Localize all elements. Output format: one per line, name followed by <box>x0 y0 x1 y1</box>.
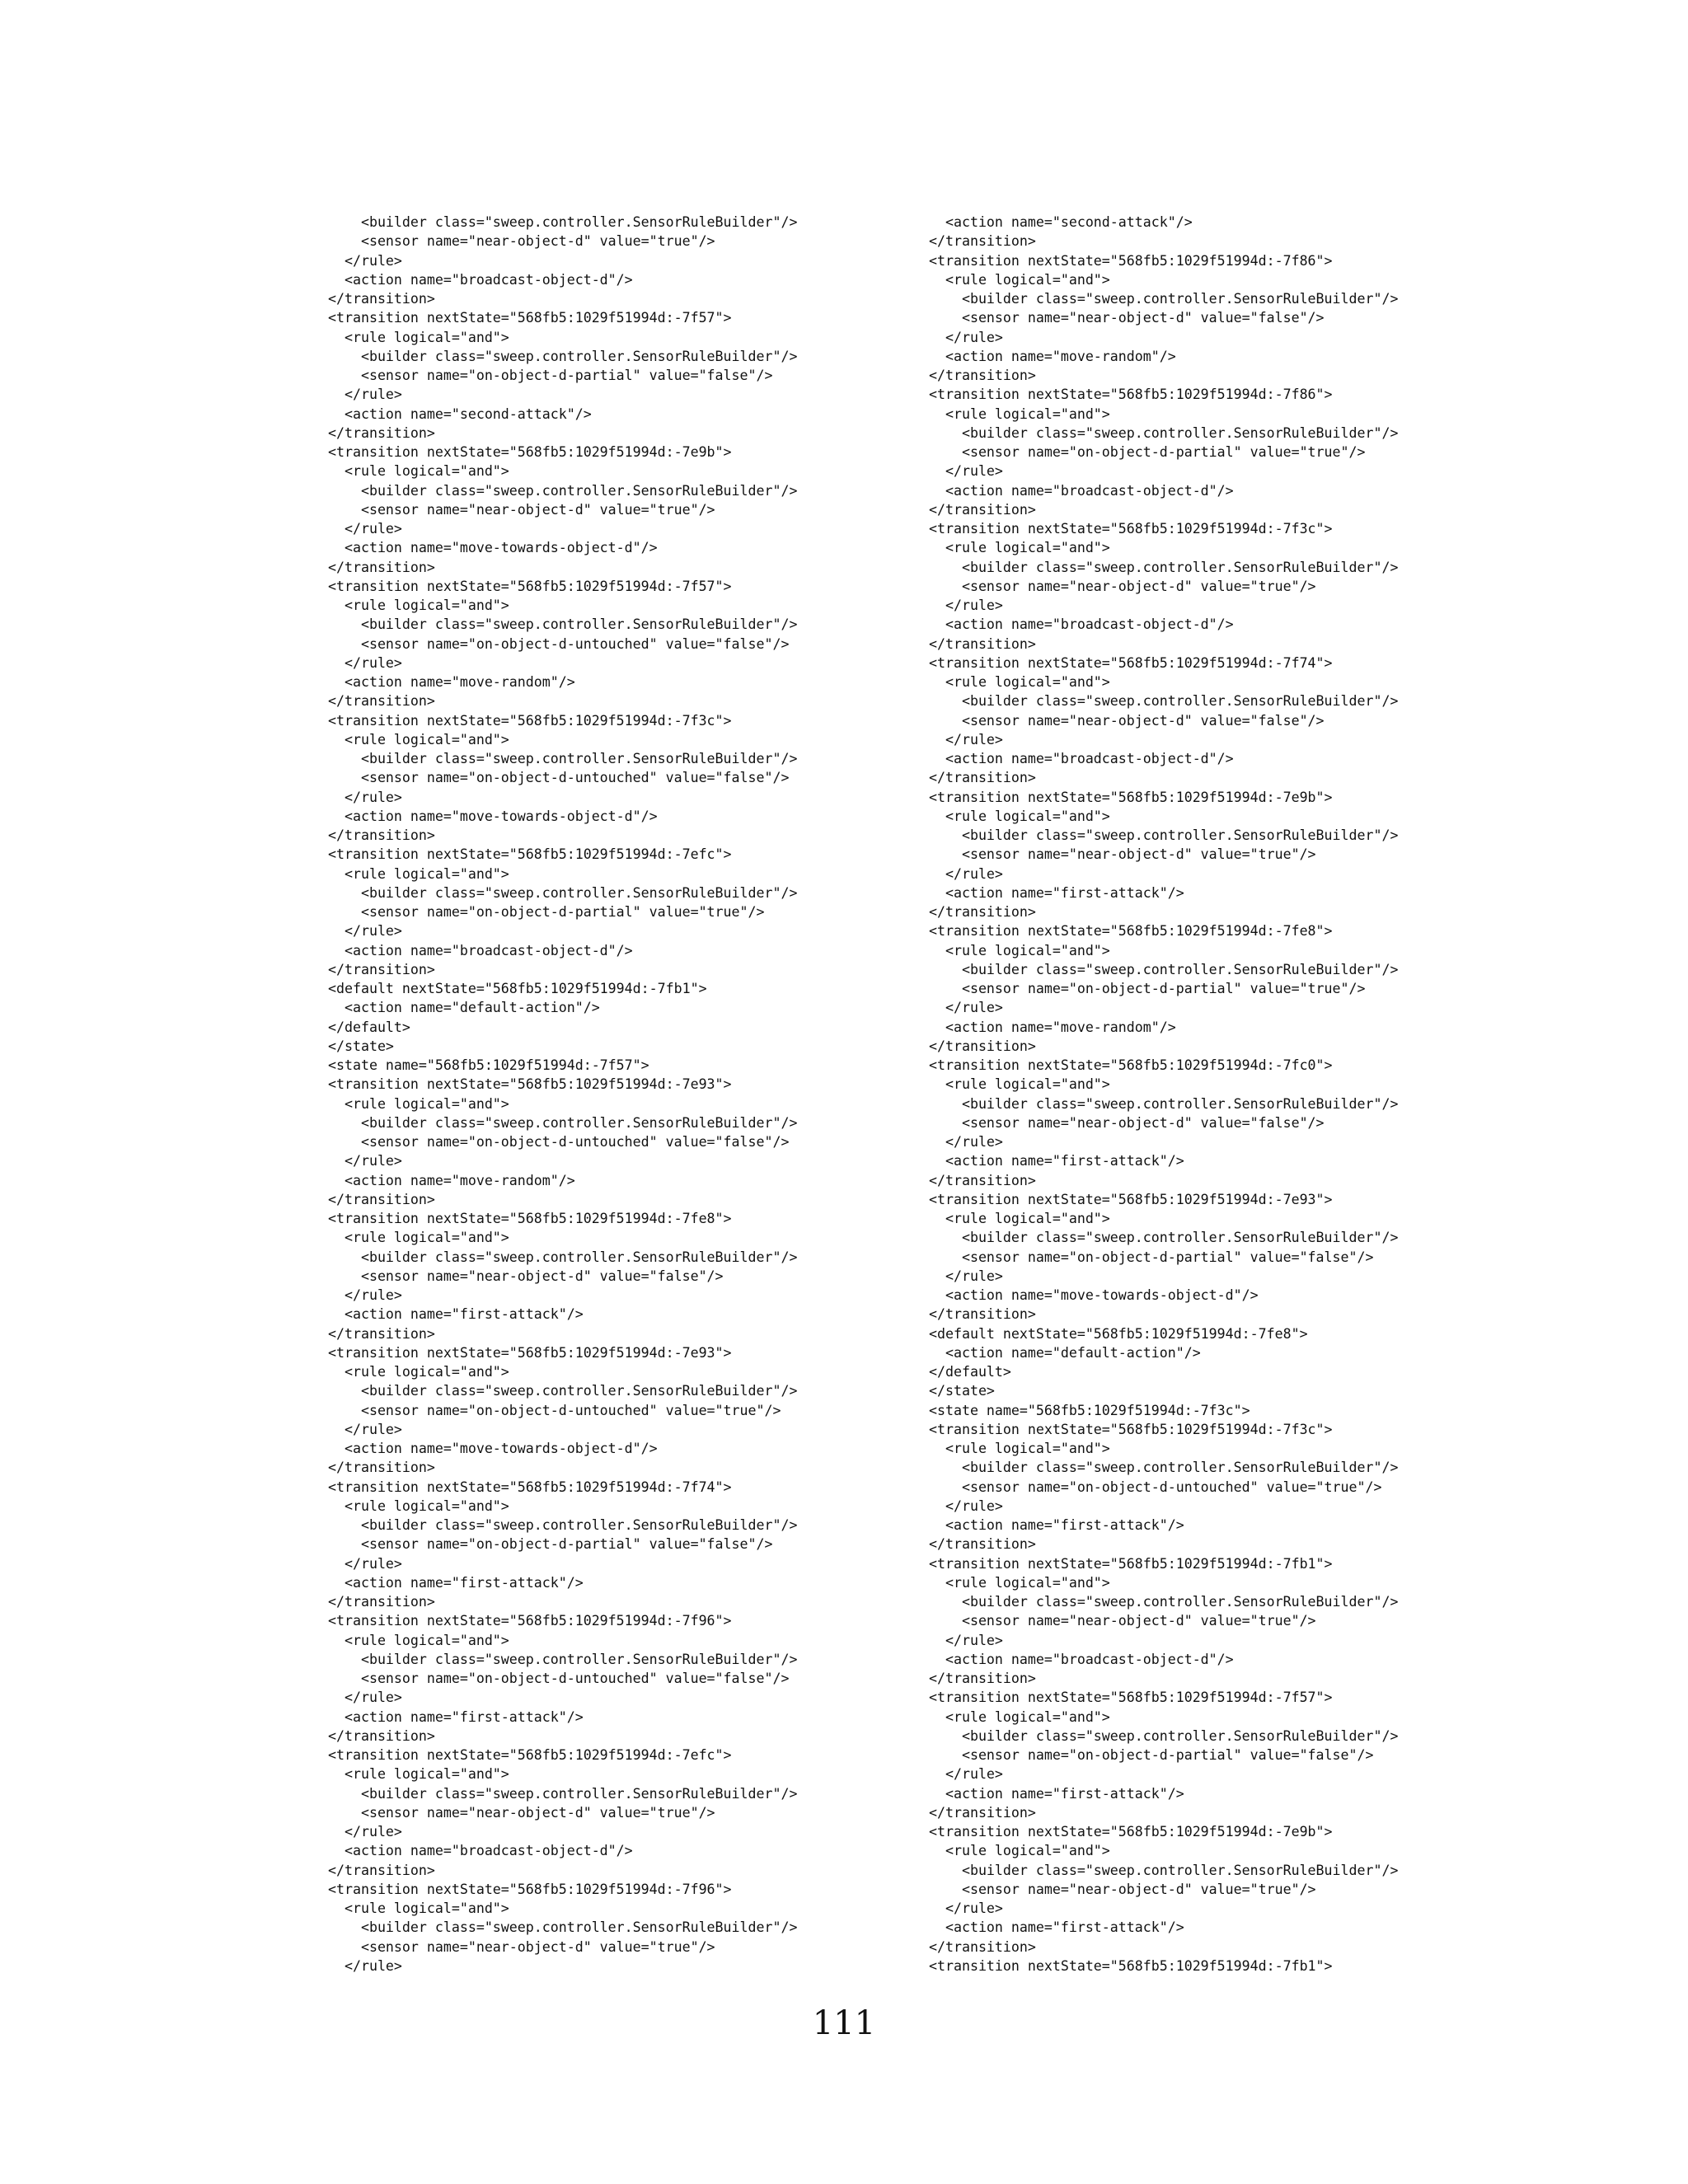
code-line: </rule> <box>929 865 1003 882</box>
code-line: <action name="move-towards-object-d"/> <box>328 1441 658 1456</box>
code-line: <action name="move-random"/> <box>929 1019 1176 1035</box>
code-line: </rule> <box>328 1555 402 1572</box>
code-line: </rule> <box>328 1957 402 1974</box>
code-line: <rule logical="and"> <box>929 808 1110 824</box>
code-line: </rule> <box>929 463 1003 480</box>
code-line: </rule> <box>328 1153 402 1169</box>
code-line: </transition> <box>328 827 435 843</box>
code-line: <action name="broadcast-object-d"/> <box>929 616 1234 633</box>
code-line: <transition nextState="568fb5:1029f51994d:-7f74"> <box>929 654 1333 671</box>
code-line: <rule logical="and"> <box>929 1211 1110 1226</box>
code-line: </transition> <box>929 635 1036 652</box>
code-line: </transition> <box>328 291 435 307</box>
code-line: <builder class="sweep.controller.SensorRuleBuilder"/> <box>328 1114 798 1131</box>
code-line: <rule logical="and"> <box>929 540 1110 556</box>
code-line: <action name="first-attack"/> <box>929 1517 1184 1533</box>
code-line: <transition nextState="568fb5:1029f51994d:-7fe8"> <box>328 1211 732 1226</box>
code-line: <action name="move-towards-object-d"/> <box>328 540 658 556</box>
code-line: <transition nextState="568fb5:1029f51994d:-7f57"> <box>328 310 732 326</box>
code-line: <transition nextState="568fb5:1029f51994d:-7fc0"> <box>929 1057 1333 1073</box>
code-line: </transition> <box>929 368 1036 383</box>
code-line: </transition> <box>929 770 1036 786</box>
code-line: </transition> <box>328 693 435 710</box>
code-line: <builder class="sweep.controller.SensorRuleBuilder"/> <box>328 884 798 901</box>
code-line: </transition> <box>929 1306 1036 1323</box>
code-line: <sensor name="on-object-d-partial" value="false"/> <box>328 1536 773 1553</box>
code-line: </rule> <box>929 1900 1003 1916</box>
code-line: <sensor name="on-object-d-partial" value="true"/> <box>929 444 1366 460</box>
code-line: <sensor name="on-object-d-untouched" value="false"/> <box>328 770 790 786</box>
code-line: <rule logical="and"> <box>929 1574 1110 1591</box>
code-line: <rule logical="and"> <box>929 1076 1110 1093</box>
code-line: </state> <box>929 1383 995 1399</box>
code-line: <sensor name="on-object-d-partial" value="false"/> <box>929 1249 1374 1265</box>
code-line: <transition nextState="568fb5:1029f51994d:-7fb1"> <box>929 1555 1333 1572</box>
code-line: <transition nextState="568fb5:1029f51994d:-7f86"> <box>929 387 1333 403</box>
code-line: <rule logical="and"> <box>328 1364 509 1380</box>
code-column-left <box>328 213 905 1975</box>
code-line: </rule> <box>328 387 402 403</box>
code-line: <builder class="sweep.controller.SensorRuleBuilder"/> <box>929 424 1399 441</box>
code-line: </transition> <box>929 1671 1036 1686</box>
code-line: </transition> <box>929 1536 1036 1553</box>
code-line: <sensor name="near-object-d" value="true"/> <box>929 1613 1316 1629</box>
code-line: <transition nextState="568fb5:1029f51994d:-7f3c"> <box>328 712 732 729</box>
code-line: <rule logical="and"> <box>929 271 1110 288</box>
code-line: <default nextState="568fb5:1029f51994d:-7fb1"> <box>328 981 707 996</box>
code-line: <rule logical="and"> <box>929 942 1110 958</box>
code-line: <action name="move-towards-object-d"/> <box>328 808 658 824</box>
code-line: <transition nextState="568fb5:1029f51994d:-7f86"> <box>929 252 1333 269</box>
code-line: </transition> <box>328 1460 435 1476</box>
code-line: </transition> <box>328 1594 435 1610</box>
code-line: <builder class="sweep.controller.SensorRuleBuilder"/> <box>328 348 798 364</box>
code-line: <sensor name="near-object-d" value="true"/> <box>929 1881 1316 1897</box>
code-line: <transition nextState="568fb5:1029f51994d:-7efc"> <box>328 846 732 863</box>
code-line: <builder class="sweep.controller.SensorRuleBuilder"/> <box>929 1230 1399 1246</box>
code-line: <builder class="sweep.controller.SensorRuleBuilder"/> <box>929 827 1399 843</box>
code-line: <builder class="sweep.controller.SensorRuleBuilder"/> <box>328 1517 798 1533</box>
code-line: <builder class="sweep.controller.SensorRuleBuilder"/> <box>929 693 1399 710</box>
code-line: <action name="second-attack"/> <box>328 405 592 422</box>
code-line: <action name="first-attack"/> <box>929 1785 1184 1802</box>
code-line: <transition nextState="568fb5:1029f51994d:-7e93"> <box>929 1191 1333 1207</box>
code-column-right <box>929 213 1654 1975</box>
code-line: <sensor name="on-object-d-partial" value="false"/> <box>929 1747 1374 1763</box>
code-line: <action name="broadcast-object-d"/> <box>328 271 633 288</box>
code-line: <builder class="sweep.controller.SensorRuleBuilder"/> <box>929 1727 1399 1744</box>
code-line: </transition> <box>929 904 1036 920</box>
code-line: <default nextState="568fb5:1029f51994d:-7fe8"> <box>929 1325 1308 1342</box>
code-line: <transition nextState="568fb5:1029f51994d:-7e9b"> <box>929 789 1333 805</box>
code-line: </rule> <box>328 1421 402 1437</box>
code-line: </transition> <box>929 1804 1036 1821</box>
code-line: <action name="first-attack"/> <box>929 884 1184 901</box>
code-line: <builder class="sweep.controller.SensorRuleBuilder"/> <box>328 1651 798 1667</box>
code-line: </rule> <box>328 789 402 805</box>
code-line: <sensor name="on-object-d-untouched" value="false"/> <box>328 1671 790 1686</box>
code-line: <action name="broadcast-object-d"/> <box>929 482 1234 499</box>
code-line: </transition> <box>328 1862 435 1878</box>
code-line: <action name="default-action"/> <box>328 1000 600 1016</box>
code-line: </rule> <box>929 1766 1003 1783</box>
code-line: </default> <box>328 1019 410 1035</box>
page-number: 111 <box>812 2004 876 2042</box>
code-line: <sensor name="near-object-d" value="true"/> <box>328 233 715 250</box>
code-line: <builder class="sweep.controller.SensorRuleBuilder"/> <box>328 482 798 499</box>
code-line: <sensor name="on-object-d-untouched" value="false"/> <box>328 1134 790 1150</box>
code-line: <action name="first-attack"/> <box>328 1306 584 1323</box>
code-line: <action name="second-attack"/> <box>929 214 1193 230</box>
code-line: <transition nextState="568fb5:1029f51994d:-7f96"> <box>328 1613 732 1629</box>
code-line: <builder class="sweep.controller.SensorRuleBuilder"/> <box>929 1460 1399 1476</box>
code-line: <sensor name="on-object-d-untouched" value="false"/> <box>328 635 790 652</box>
code-line: </rule> <box>328 1690 402 1706</box>
code-line: <action name="move-random"/> <box>929 348 1176 364</box>
code-line: <builder class="sweep.controller.SensorRuleBuilder"/> <box>929 961 1399 977</box>
code-line: <rule logical="and"> <box>328 1497 509 1514</box>
code-line: <transition nextState="568fb5:1029f51994d:-7f3c"> <box>929 521 1333 537</box>
code-line: <rule logical="and"> <box>328 598 509 613</box>
code-line: </state> <box>328 1038 394 1054</box>
code-line: <sensor name="near-object-d" value="true"/> <box>929 846 1316 863</box>
code-line: <builder class="sweep.controller.SensorRuleBuilder"/> <box>328 616 798 633</box>
code-line: <builder class="sweep.controller.SensorRuleBuilder"/> <box>328 1785 798 1802</box>
code-line: <sensor name="near-object-d" value="true"/> <box>328 501 715 518</box>
code-line: <sensor name="on-object-d-partial" value="true"/> <box>929 981 1366 996</box>
code-line: <action name="first-attack"/> <box>929 1153 1184 1169</box>
code-line: <builder class="sweep.controller.SensorRuleBuilder"/> <box>328 1919 798 1936</box>
code-line: </transition> <box>929 1038 1036 1054</box>
code-line: <rule logical="and"> <box>328 865 509 882</box>
code-line: <sensor name="near-object-d" value="false"/> <box>929 1114 1325 1131</box>
code-line: <builder class="sweep.controller.SensorRuleBuilder"/> <box>929 1095 1399 1112</box>
code-line: </transition> <box>328 961 435 977</box>
code-line: </transition> <box>929 501 1036 518</box>
code-line: <transition nextState="568fb5:1029f51994d:-7e9b"> <box>929 1824 1333 1840</box>
code-line: <rule logical="and"> <box>328 463 509 480</box>
code-line: <action name="move-random"/> <box>328 1172 575 1188</box>
code-line: <transition nextState="568fb5:1029f51994d:-7fe8"> <box>929 923 1333 940</box>
code-line: <rule logical="and"> <box>929 1441 1110 1456</box>
code-line: <transition nextState="568fb5:1029f51994d:-7e93"> <box>328 1344 732 1361</box>
code-line: <builder class="sweep.controller.SensorRuleBuilder"/> <box>929 1862 1399 1878</box>
code-line: <sensor name="near-object-d" value="true"/> <box>929 578 1316 594</box>
code-line: <sensor name="near-object-d" value="true"/> <box>328 1938 715 1955</box>
code-line: </rule> <box>929 731 1003 748</box>
code-line: </rule> <box>328 521 402 537</box>
code-line: <action name="broadcast-object-d"/> <box>929 1651 1234 1667</box>
code-line: </rule> <box>328 1824 402 1840</box>
code-line: <builder class="sweep.controller.SensorRuleBuilder"/> <box>328 1249 798 1265</box>
code-line: <builder class="sweep.controller.SensorRuleBuilder"/> <box>929 291 1399 307</box>
code-line: </transition> <box>328 559 435 575</box>
code-line: <sensor name="on-object-d-untouched" value="true"/> <box>328 1402 781 1418</box>
code-line: </rule> <box>929 1000 1003 1016</box>
code-line: <rule logical="and"> <box>328 1632 509 1648</box>
code-line: </transition> <box>929 1172 1036 1188</box>
code-line: </rule> <box>929 1632 1003 1648</box>
code-line: <rule logical="and"> <box>328 731 509 748</box>
code-line: <transition nextState="568fb5:1029f51994d:-7f74"> <box>328 1479 732 1495</box>
code-line: <transition nextState="568fb5:1029f51994d:-7f3c"> <box>929 1421 1333 1437</box>
code-line: <builder class="sweep.controller.SensorRuleBuilder"/> <box>929 559 1399 575</box>
code-line: </rule> <box>328 654 402 671</box>
code-line: <transition nextState="568fb5:1029f51994d:-7e93"> <box>328 1076 732 1093</box>
code-line: <rule logical="and"> <box>328 1900 509 1916</box>
code-line: <transition nextState="568fb5:1029f51994d:-7e9b"> <box>328 444 732 460</box>
code-line: <transition nextState="568fb5:1029f51994d:-7f96"> <box>328 1881 732 1897</box>
code-line: <sensor name="near-object-d" value="false"/> <box>929 712 1325 729</box>
code-line: </transition> <box>929 233 1036 250</box>
code-line: <rule logical="and"> <box>929 1843 1110 1859</box>
code-line: <sensor name="near-object-d" value="false"/> <box>929 310 1325 326</box>
code-line: </transition> <box>328 424 435 441</box>
code-line: <rule logical="and"> <box>929 1708 1110 1725</box>
code-line: </rule> <box>929 598 1003 613</box>
code-line: </rule> <box>328 923 402 940</box>
code-line: <action name="broadcast-object-d"/> <box>328 1843 633 1859</box>
code-line: </rule> <box>328 252 402 269</box>
code-line: <transition nextState="568fb5:1029f51994d:-7fb1"> <box>929 1957 1333 1974</box>
code-line: </transition> <box>328 1727 435 1744</box>
code-line: <sensor name="near-object-d" value="true"/> <box>328 1804 715 1821</box>
code-line: <rule logical="and"> <box>929 405 1110 422</box>
code-line: <action name="move-random"/> <box>328 674 575 690</box>
code-line: <transition nextState="568fb5:1029f51994d:-7efc"> <box>328 1747 732 1763</box>
code-line: <rule logical="and"> <box>328 329 509 345</box>
code-line: </rule> <box>929 329 1003 345</box>
code-line: <action name="default-action"/> <box>929 1344 1201 1361</box>
code-line: </transition> <box>929 1938 1036 1955</box>
code-line: </transition> <box>328 1325 435 1342</box>
code-line: <state name="568fb5:1029f51994d:-7f57"> <box>328 1057 649 1073</box>
code-line: </default> <box>929 1364 1011 1380</box>
code-line: <builder class="sweep.controller.SensorRuleBuilder"/> <box>328 1383 798 1399</box>
code-line: <rule logical="and"> <box>328 1230 509 1246</box>
code-line: <transition nextState="568fb5:1029f51994d:-7f57"> <box>929 1690 1333 1706</box>
code-line: <rule logical="and"> <box>328 1766 509 1783</box>
code-line: <builder class="sweep.controller.SensorRuleBuilder"/> <box>328 214 798 230</box>
code-line: <action name="first-attack"/> <box>328 1574 584 1591</box>
code-line: </rule> <box>929 1268 1003 1284</box>
code-line: <sensor name="on-object-d-partial" value="true"/> <box>328 904 765 920</box>
code-line: <action name="broadcast-object-d"/> <box>328 942 633 958</box>
code-line: <sensor name="on-object-d-partial" value="false"/> <box>328 368 773 383</box>
code-line: <sensor name="on-object-d-untouched" value="true"/> <box>929 1479 1382 1495</box>
code-line: <action name="first-attack"/> <box>929 1919 1184 1936</box>
code-line: <action name="first-attack"/> <box>328 1708 584 1725</box>
code-line: <sensor name="near-object-d" value="false"/> <box>328 1268 724 1284</box>
code-line: <state name="568fb5:1029f51994d:-7f3c"> <box>929 1402 1250 1418</box>
code-line: <builder class="sweep.controller.SensorRuleBuilder"/> <box>328 751 798 766</box>
code-line: <transition nextState="568fb5:1029f51994d:-7f57"> <box>328 578 732 594</box>
code-line: <action name="broadcast-object-d"/> <box>929 751 1234 766</box>
code-line: <builder class="sweep.controller.SensorRuleBuilder"/> <box>929 1594 1399 1610</box>
code-line: </rule> <box>929 1134 1003 1150</box>
code-line: </rule> <box>929 1497 1003 1514</box>
code-line: </rule> <box>328 1287 402 1303</box>
code-line: </transition> <box>328 1191 435 1207</box>
code-line: <action name="move-towards-object-d"/> <box>929 1287 1259 1303</box>
code-line: <rule logical="and"> <box>929 674 1110 690</box>
code-line: <rule logical="and"> <box>328 1095 509 1112</box>
